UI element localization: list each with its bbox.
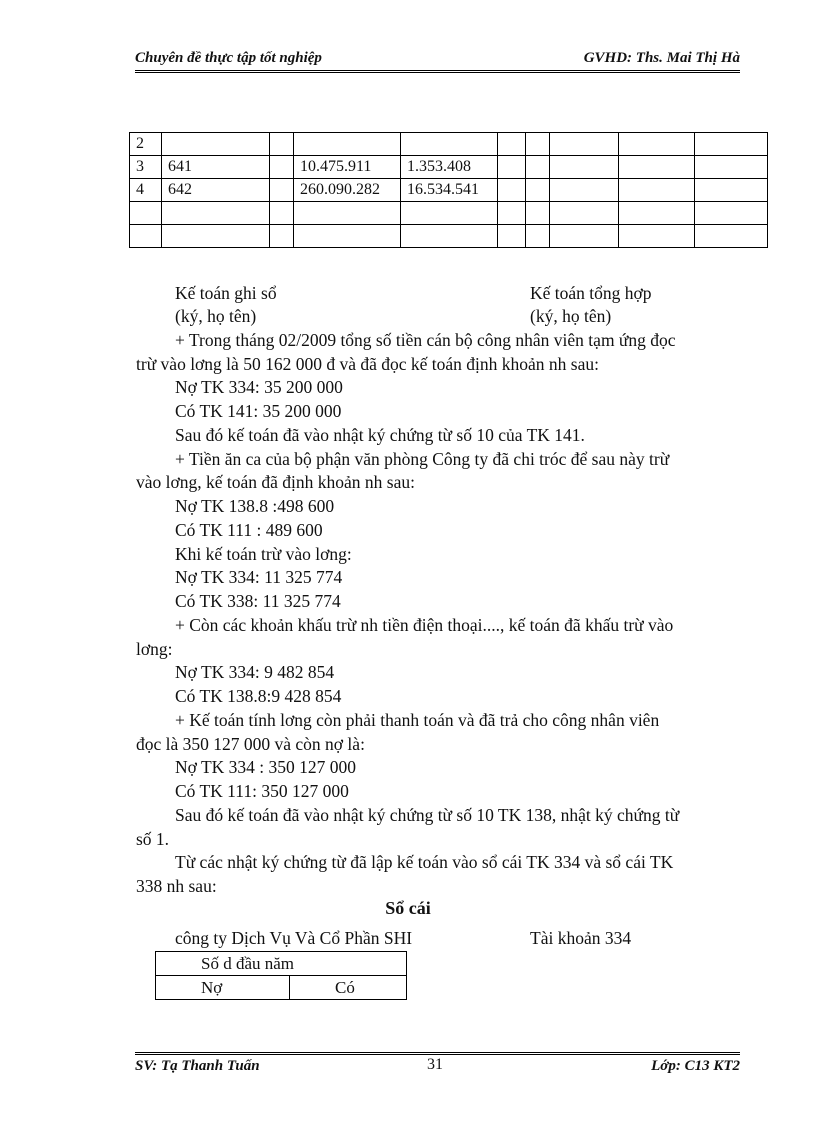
table-cell	[401, 133, 498, 156]
table-cell	[498, 202, 526, 225]
table-cell: 641	[162, 156, 270, 179]
debit-header: Nợ	[156, 976, 290, 1000]
table-row	[130, 202, 768, 225]
table-cell	[294, 133, 401, 156]
table-cell	[550, 179, 619, 202]
table-cell	[619, 179, 695, 202]
paragraph-line: + Kế toán tính lơng còn phải thanh toán và đã trả cho công nhân viên	[175, 710, 660, 730]
paragraph-line: + Trong tháng 02/2009 tổng số tiền cán bộ công nhân viên tạm ứng đọc	[175, 330, 676, 350]
table-cell	[130, 225, 162, 248]
entry-line: Có TK 111: 350 127 000	[175, 781, 349, 801]
table-cell	[695, 202, 768, 225]
entry-line: Có TK 111 : 489 600	[175, 520, 323, 540]
table-row	[130, 133, 768, 156]
table-cell: 10.475.911	[294, 156, 401, 179]
table-cell	[498, 133, 526, 156]
paragraph-line: Khi kế toán trừ vào lơng:	[175, 544, 352, 564]
table-cell	[619, 202, 695, 225]
table-cell	[270, 202, 294, 225]
footer-rule	[135, 1052, 740, 1055]
signature-left-title: Kế toán ghi sổ	[175, 283, 277, 303]
table-cell	[162, 202, 270, 225]
table-cell: 642	[162, 179, 270, 202]
page-number: 31	[427, 1056, 443, 1073]
entry-line: Nợ TK 138.8 :498 600	[175, 496, 335, 516]
paragraph-line: + Còn các khoản khấu trừ nh tiền điện thoại...., kế toán đã khấu trừ vào	[175, 615, 674, 635]
table-row	[156, 952, 407, 976]
signature-left-sub: (ký, họ tên)	[175, 306, 257, 326]
table-cell	[526, 156, 550, 179]
signature-right-sub: (ký, họ tên)	[530, 306, 612, 326]
table-cell	[270, 133, 294, 156]
page-footer	[135, 1056, 740, 1080]
table-cell	[294, 202, 401, 225]
table-cell: 3	[130, 156, 162, 179]
table-cell	[550, 225, 619, 248]
paragraph-line: Sau đó kế toán đã vào nhật ký chứng từ số 10 TK 138, nhật ký chứng từ	[175, 805, 680, 825]
table-cell	[550, 156, 619, 179]
ledger-company: công ty Dịch Vụ Và Cổ Phần SHI	[175, 928, 413, 948]
table-cell	[526, 179, 550, 202]
paragraph-line: trừ vào lơng là 50 162 000 đ và đã đọc kế toán định khoản nh sau:	[136, 354, 599, 374]
table-cell	[550, 133, 619, 156]
entry-line: Có TK 141: 35 200 000	[175, 401, 342, 421]
table-cell	[498, 225, 526, 248]
table-cell	[526, 202, 550, 225]
table-cell	[270, 225, 294, 248]
entry-line: Nợ TK 334: 11 325 774	[175, 567, 343, 587]
entry-line: Nợ TK 334: 35 200 000	[175, 377, 343, 397]
table-cell	[401, 202, 498, 225]
footer-class: Lớp: C13 KT2	[651, 1058, 740, 1074]
table-row	[156, 976, 407, 1000]
balance-label: Số d đầu năm	[156, 952, 407, 976]
table-cell: 16.534.541	[401, 179, 498, 202]
table-cell	[162, 225, 270, 248]
paragraph-line: Sau đó kế toán đã vào nhật ký chứng từ số 10 của TK 141.	[175, 425, 585, 445]
table-cell	[162, 133, 270, 156]
paragraph-line: Từ các nhật ký chứng từ đã lập kế toán vào sổ cái TK 334 và sổ cái TK	[175, 852, 674, 872]
table-cell	[695, 179, 768, 202]
table-cell	[498, 179, 526, 202]
table-cell: 260.090.282	[294, 179, 401, 202]
table-cell	[619, 156, 695, 179]
entry-line: Có TK 138.8:9 428 854	[175, 686, 342, 706]
table-cell: 1.353.408	[401, 156, 498, 179]
table-cell	[695, 225, 768, 248]
table-cell: 4	[130, 179, 162, 202]
table-cell	[270, 179, 294, 202]
table-cell	[619, 133, 695, 156]
paragraph-line: + Tiền ăn ca của bộ phận văn phòng Công ty đã chi tróc để sau này trừ	[175, 449, 670, 469]
page-header	[135, 48, 740, 72]
table-cell	[498, 156, 526, 179]
table-cell	[294, 225, 401, 248]
paragraph-line: số 1.	[136, 829, 170, 849]
paragraph-line: đọc là 350 127 000 và còn nợ là:	[136, 734, 365, 754]
table-cell	[526, 133, 550, 156]
entry-line: Có TK 338: 11 325 774	[175, 591, 341, 611]
ledger-balance-table	[155, 951, 407, 1000]
table-cell	[526, 225, 550, 248]
table-row	[130, 225, 768, 248]
entry-line: Nợ TK 334: 9 482 854	[175, 662, 335, 682]
header-left: Chuyên đề thực tập tốt nghiệp	[135, 50, 322, 66]
table-cell	[270, 156, 294, 179]
table-cell	[695, 133, 768, 156]
table-cell	[401, 225, 498, 248]
ledger-account: Tài khoản 334	[530, 928, 632, 948]
table-cell	[619, 225, 695, 248]
paragraph-line: 338 nh sau:	[136, 876, 217, 896]
table-cell: 2	[130, 133, 162, 156]
entry-line: Nợ TK 334 : 350 127 000	[175, 757, 357, 777]
paragraph-line: vào lơng, kế toán đã định khoản nh sau:	[136, 472, 415, 492]
header-right: GVHD: Ths. Mai Thị Hà	[583, 50, 740, 66]
table-cell	[550, 202, 619, 225]
paragraph-line: lơng:	[136, 639, 173, 659]
ledger-title: Sổ cái	[385, 898, 431, 918]
table-row	[130, 179, 768, 202]
signature-right-title: Kế toán tổng hợp	[530, 283, 652, 303]
footer-student: SV: Tạ Thanh Tuấn	[135, 1058, 260, 1074]
table-cell	[695, 156, 768, 179]
table-cell	[130, 202, 162, 225]
table-row	[130, 156, 768, 179]
credit-header: Có	[290, 976, 407, 1000]
summary-table	[129, 132, 768, 248]
header-rule	[135, 70, 740, 73]
